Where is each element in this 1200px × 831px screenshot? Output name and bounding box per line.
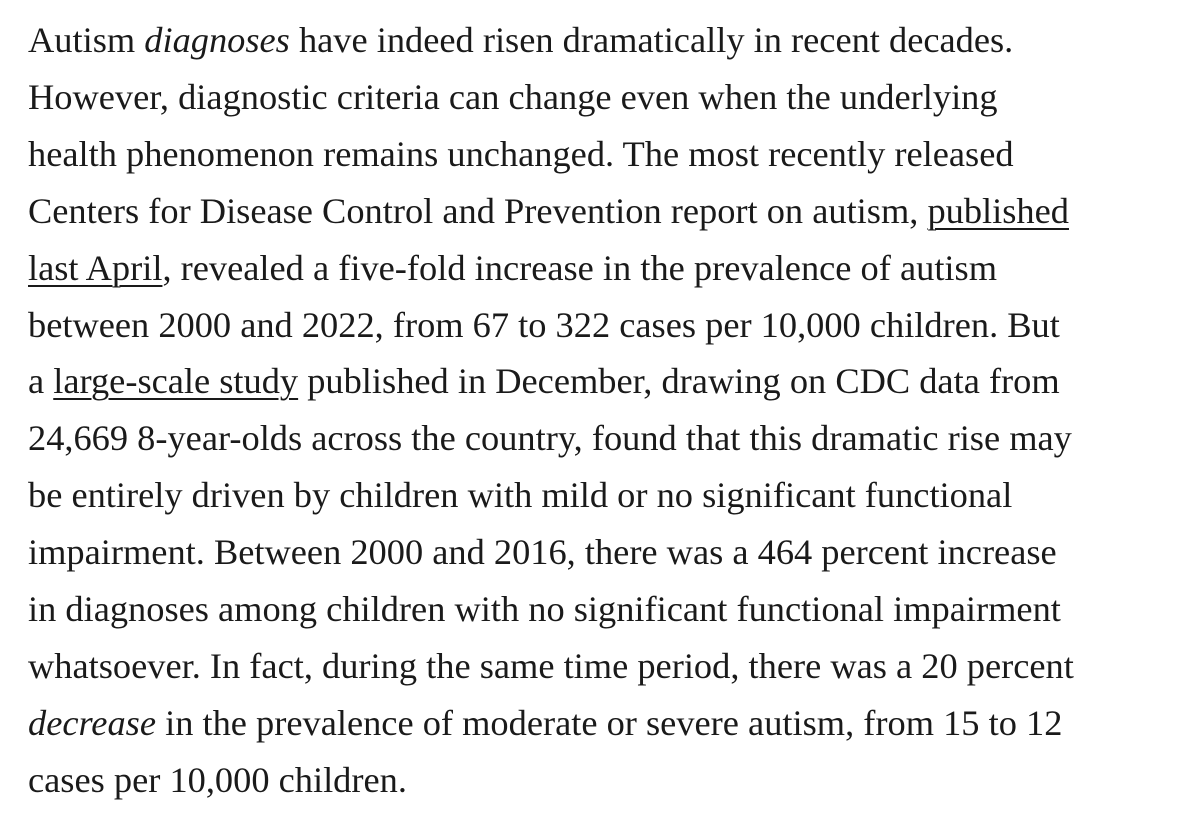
text-line bbox=[28, 752, 1188, 809]
emphasized-word: diagnoses bbox=[144, 20, 290, 60]
text-line bbox=[28, 410, 1188, 467]
text-run: in diagnoses among children with no significant functional impairment bbox=[28, 589, 1061, 630]
text-run: cases per 10,000 children. bbox=[28, 759, 407, 800]
text-run: health phenomenon remains unchanged. The most recently released bbox=[28, 133, 1014, 174]
text-line bbox=[28, 467, 1188, 524]
text-run: 24,669 8-year-olds across the country, found that this dramatic rise may bbox=[28, 418, 1072, 459]
text-run: impairment. Between 2000 and 2016, there was a 464 percent increase bbox=[28, 532, 1057, 573]
body-paragraph bbox=[28, 12, 1188, 809]
text-run: have indeed risen dramatically in recent decades. bbox=[289, 20, 1014, 60]
text-run: , revealed a five-fold increase in the prevalence of autism bbox=[162, 247, 998, 288]
text-run: in the prevalence of moderate or severe autism, from 15 to 12 bbox=[155, 702, 1063, 743]
cdc-report-link-continued[interactable]: last April bbox=[28, 247, 163, 288]
text-line bbox=[28, 353, 1188, 410]
text-run: be entirely driven by children with mild or no significant functional bbox=[28, 475, 1013, 516]
emphasized-word: decrease bbox=[28, 702, 156, 743]
text-line bbox=[28, 69, 1188, 126]
text-line bbox=[28, 695, 1188, 752]
text-run: a bbox=[28, 361, 54, 402]
cdc-report-link[interactable]: published bbox=[927, 190, 1069, 231]
article-body bbox=[28, 12, 1188, 809]
text-run: Autism bbox=[28, 20, 145, 60]
text-line bbox=[28, 126, 1188, 183]
text-line bbox=[28, 12, 1188, 69]
text-run: Centers for Disease Control and Prevention report on autism, bbox=[28, 190, 928, 231]
text-run: whatsoever. In fact, during the same time period, there was a 20 percent bbox=[28, 645, 1074, 686]
text-line bbox=[28, 183, 1188, 240]
text-line bbox=[28, 297, 1188, 354]
text-run: However, diagnostic criteria can change even when the underlying bbox=[28, 76, 998, 117]
text-run: between 2000 and 2022, from 67 to 322 cases per 10,000 children. But bbox=[28, 304, 1060, 345]
text-line bbox=[28, 240, 1188, 297]
text-line bbox=[28, 638, 1188, 695]
large-scale-study-link[interactable]: large-scale study bbox=[53, 361, 299, 402]
text-run: published in December, drawing on CDC data from bbox=[298, 361, 1060, 402]
text-line bbox=[28, 524, 1188, 581]
text-line bbox=[28, 581, 1188, 638]
